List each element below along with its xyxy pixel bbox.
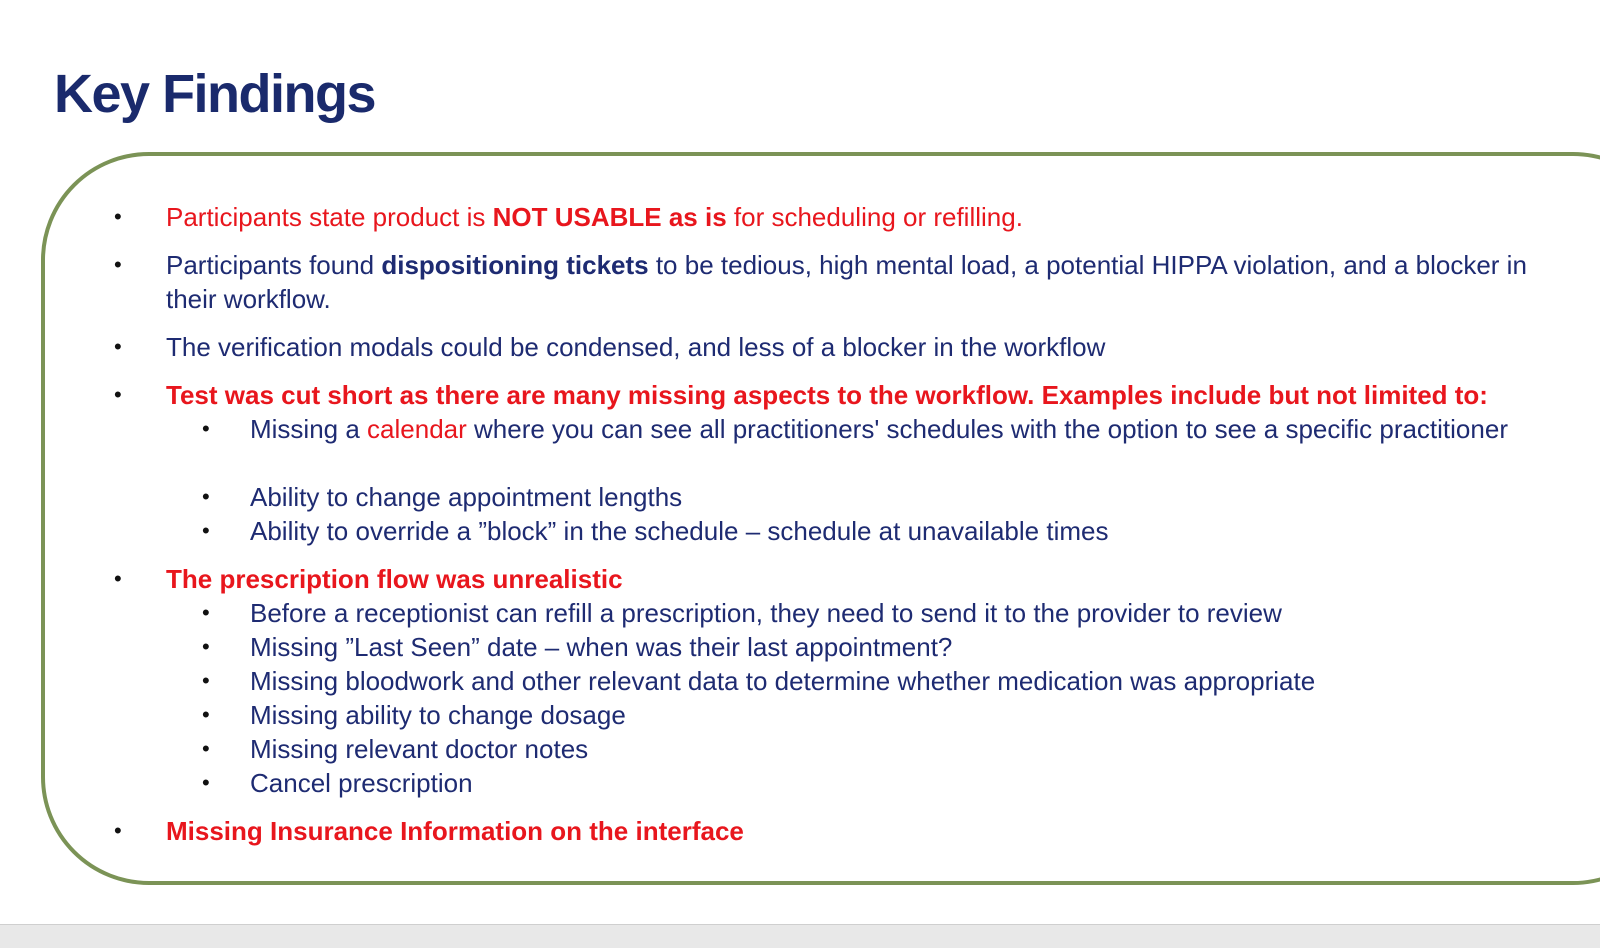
finding-text-segment: for scheduling or refilling. [726,202,1023,232]
finding-text-segment: Missing a [250,414,368,444]
finding-item [166,330,1566,364]
finding-text-segment: Missing ability to change dosage [250,700,626,730]
finding-text-segment: Test was cut short as there are many missing aspects to the workflow. Examples include but not limited to: [166,380,1488,410]
finding-subitem [250,596,1570,630]
finding-subitem [250,514,1570,548]
finding-item [166,378,1566,412]
finding-item [166,562,1566,596]
finding-text-segment: Ability to override a ”​block” in the schedule – schedule at unavailable times [250,516,1109,546]
finding-subitem [250,698,1570,732]
finding-text-segment: Participants found [166,250,382,280]
finding-text-segment: Before a receptionist can refill a prescription, they need to send it to the provider to review [250,598,1282,628]
finding-text-segment: The verification modals could be condensed, and less of a blocker in the workflow [166,332,1106,362]
finding-item [166,814,1566,848]
finding-text-segment: Missing ”Last Seen” date – when was their last appointment? [250,632,953,662]
finding-text-segment: where you can see all practitioners' schedules with the option to see a specific practitioner [466,414,1508,444]
finding-item [166,248,1566,316]
finding-text-segment: NOT USABLE as is [492,202,727,232]
finding-text-segment: dispositioning tickets [381,250,649,280]
finding-text-segment: to be tedious, high mental load, a potential HIPPA violation, and a blocker in their workflow. [166,250,1527,314]
finding-text-segment: calendar [367,414,467,444]
finding-text-segment: Ability to change appointment lengths [250,482,683,512]
finding-item [166,200,1566,234]
finding-subitem [250,664,1570,698]
finding-text-segment: Missing relevant doctor notes [250,734,589,764]
footer-strip [0,924,1600,948]
finding-subitem [250,732,1570,766]
finding-text-segment: Missing bloodwork and other relevant data to determine whether medication was appropriate [250,666,1316,696]
finding-subitem [250,766,1570,800]
finding-subitem [250,412,1570,446]
slide-title: Key Findings [54,64,376,124]
finding-text-segment: Missing Insurance Information on the interface [166,816,744,846]
finding-text-segment: The prescription flow was unrealistic [166,564,623,594]
finding-subitem [250,630,1570,664]
finding-subitem [250,480,1570,514]
finding-text-segment: Participants state product is [166,202,493,232]
finding-text-segment: Cancel prescription [250,768,473,798]
